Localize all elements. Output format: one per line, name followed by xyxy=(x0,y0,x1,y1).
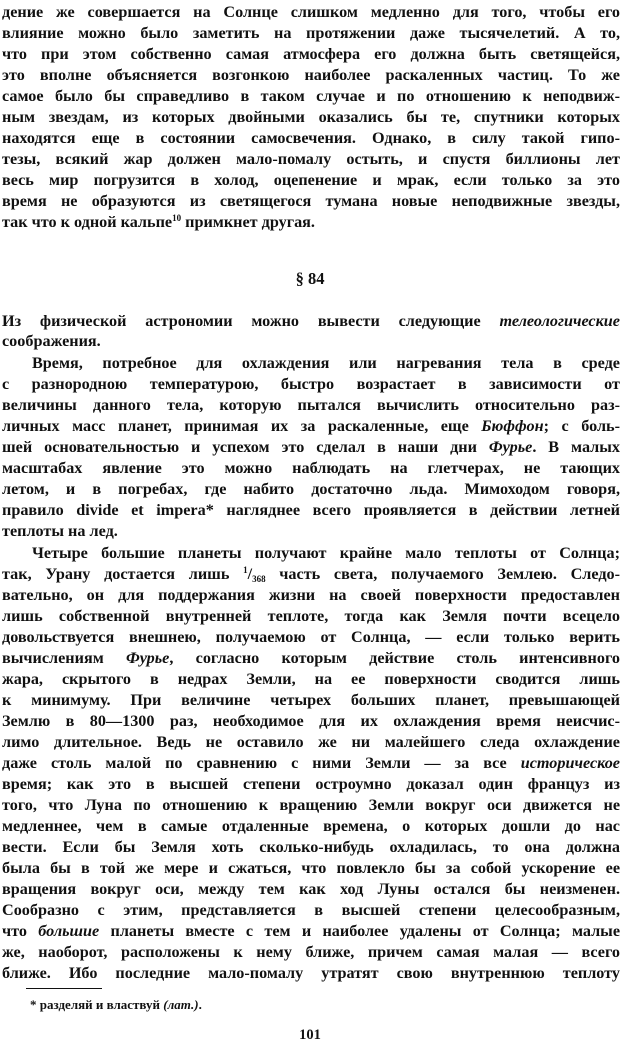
text-line: влияние можно было заметить на протяжении даже тысячелетий. А то, xyxy=(2,24,620,42)
text-line: медленнее, чем в самые отдаленные времена, о которых дошли до нас xyxy=(2,817,620,835)
text-line: с разнородною температурою, быстро возрастает в зависимости от xyxy=(2,375,620,393)
text-line: соображения. xyxy=(2,332,101,350)
text-line: того, что Луна по отношению к вращению Земли вокруг оси движется не xyxy=(2,796,620,814)
italic-term: большие xyxy=(38,922,100,940)
text-line: самое было бы справедливо в таком случае и по отношению к неподвиж- xyxy=(2,87,620,105)
footnote-divider xyxy=(26,988,102,989)
text-line: что при этом собственно самая атмосфера его должна быть светящейся, xyxy=(2,45,620,63)
text-segment: ; с боль- xyxy=(543,417,620,435)
italic-term: телеологические xyxy=(499,312,620,330)
text-line xyxy=(2,648,620,669)
text-segment: планеты вместе с тем и наиболее удалены от Солнца; малые xyxy=(99,922,620,940)
text-line: правило divide et impera* нагляднее всего проявляется в действии летней xyxy=(2,501,620,519)
italic-name: Фурье xyxy=(488,438,533,456)
text-segment: так что к одной кальпе xyxy=(2,213,173,231)
text-segment: личных масс планет, принимая их за раскаленные, еще xyxy=(2,417,482,435)
text-line xyxy=(2,311,620,332)
page-number: 101 xyxy=(299,1027,321,1043)
text-line: же, наоборот, расположены к нему ближе, причем самая малая — всего xyxy=(2,943,620,961)
text-line: Время, потребное для охлаждения или нагревания тела в среде xyxy=(32,354,620,372)
text-line: дение же совершается на Солнце слишком медленно для того, чтобы его xyxy=(2,3,620,21)
text-line: время; как это в высшей степени остроумно доказал один француз из xyxy=(2,775,620,793)
text-segment: вычислениям xyxy=(2,649,126,667)
text-line: ближе. Ибо последние мало-помалу утратят свою внутреннюю теплоту xyxy=(2,964,620,982)
text-line: была бы в той же мере и сжаться, что повлекло бы за собой ускорение ее xyxy=(2,859,620,877)
text-line xyxy=(2,921,620,942)
text-line: весь мир погрузится в холод, оцепенение и мрак, если только за это xyxy=(2,171,620,189)
text-line: Землю в 80—1300 раз, необходимое для их охлаждения время неисчис- xyxy=(2,712,620,730)
text-line xyxy=(2,212,620,233)
text-line: находятся еще в состоянии самосвечения. Однако, в силу такой гипо- xyxy=(2,129,620,147)
text-line xyxy=(2,437,620,458)
text-line xyxy=(2,564,620,585)
text-segment: даже столь малой по сравнению с ними Земли — за все xyxy=(2,754,521,772)
footnote xyxy=(30,996,202,1014)
text-line: довольствуется внешнею, получаемою от Солнца, — если только верить xyxy=(2,628,620,646)
text-line: вести. Если бы Земля хоть сколько-нибудь охладилась, то она должна xyxy=(2,838,620,856)
footnote-tail: . xyxy=(198,997,202,1012)
fraction-numerator: 1 xyxy=(243,565,248,575)
fraction: $^1/_{368}$ xyxy=(243,565,266,584)
text-segment: . В малых xyxy=(532,438,620,456)
text-line: лишь собственной внутренней теплоте, тогда как Земля почти всецело xyxy=(2,607,620,625)
text-line: к минимуму. При величине четырех больших планет, превышающей xyxy=(2,691,620,709)
text-segment: часть света, получаемого Землею. Следо- xyxy=(265,565,620,583)
footnote-ref: 10 xyxy=(172,213,182,223)
text-line xyxy=(2,416,620,437)
text-line: вательно, он для поддержания жизни на своей поверхности предоставлен xyxy=(2,586,620,604)
text-line: величины данного тела, которую пытался вычислить относительно раз- xyxy=(2,396,620,414)
text-segment: так, Урану достается лишь xyxy=(2,565,244,583)
text-segment: примкнет другая. xyxy=(181,213,315,231)
text-line: летом, и в погребах, где набито достаточно льда. Мимоходом говоря, xyxy=(2,480,620,498)
text-line: это вполне объясняется возгонкою наиболее раскаленных частиц. То же xyxy=(2,66,620,84)
text-line: Сообразно с этим, представляется в высшей степени целесообразным, xyxy=(2,901,620,919)
text-line: тезы, всякий жар должен мало-помалу остыть, и спустя биллионы лет xyxy=(2,150,620,168)
text-line: лимо длительное. Ведь не оставило же ни малейшего следа охлаждение xyxy=(2,733,620,751)
text-line: вращения вокруг оси, между тем как ход Луны остался бы неизменен. xyxy=(2,880,620,898)
footnote-language: (лат.) xyxy=(163,997,199,1012)
italic-term: историческое xyxy=(520,754,620,772)
text-line: жара, скрытого в недрах Земли, на ее поверхности сводится лишь xyxy=(2,670,620,688)
text-line: теплоты на лед. xyxy=(2,522,118,540)
text-segment: , согласно которым действие столь интенсивного xyxy=(169,649,620,667)
fraction-denominator: 368 xyxy=(252,574,266,584)
text-line xyxy=(2,753,620,774)
text-line: масштабах явление это можно наблюдать на глетчерах, не тающих xyxy=(2,459,620,477)
text-line: Четыре большие планеты получают крайне мало теплоты от Солнца; xyxy=(32,544,620,562)
text-segment: что xyxy=(2,922,39,940)
text-line: ным звездам, из которых двойными оказались бы те, спутники которых xyxy=(2,108,620,126)
italic-name: Бюффон xyxy=(481,417,544,435)
text-line: время не образуются из светящегося тумана новые неподвижные звезды, xyxy=(2,192,620,210)
text-segment: шей основательностью и успехом это сделал в наши дни xyxy=(2,438,489,456)
italic-name: Фурье xyxy=(125,649,170,667)
footnote-text: * разделяй и властвуй xyxy=(30,997,164,1012)
text-segment: Из физической астрономии можно вывести следующие xyxy=(2,312,500,330)
section-title: § 84 xyxy=(295,269,325,288)
